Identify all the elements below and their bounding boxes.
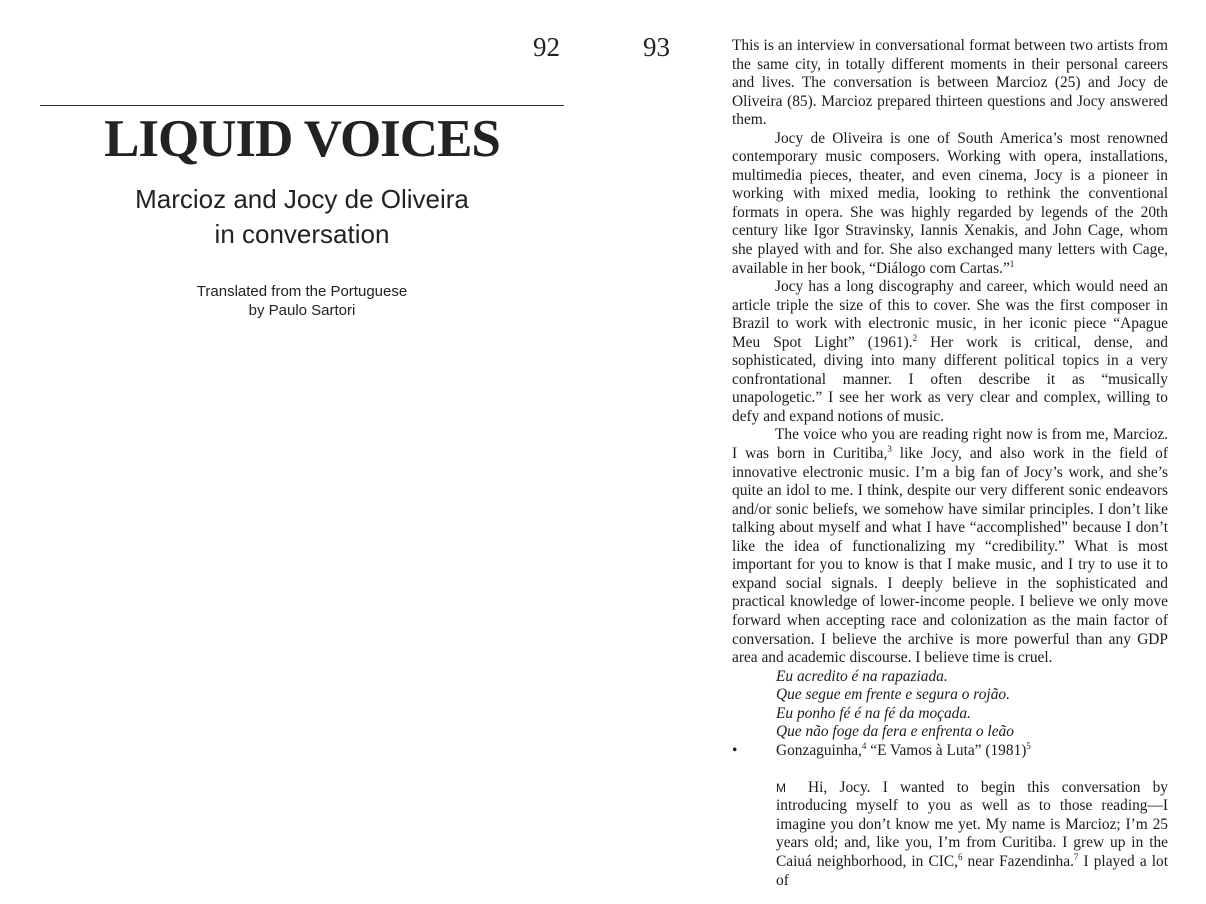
- footnote-ref: 5: [1026, 740, 1031, 751]
- paragraph-text: This is an interview in conversational format between two artists from the same city, in totally different moments in their personal careers and lives. The conversation is between Marcioz (25) and Jocy de Oliveira (85). Marcioz prepared thirteen questions and Jocy answered them.: [732, 37, 1168, 129]
- poem-quote: [776, 668, 1168, 742]
- interview-text: Hi, Jocy. I wanted to begin this conversation by introducing myself to you as well as to those reading—I imagine you don’t know me yet. My name is Marcioz; I’m 25 years old; and, like you, I’m from Curitiba. I grew up in the Caiuá neighborhood, in CIC,: [776, 778, 1168, 871]
- footnote-ref: 6: [957, 851, 963, 862]
- paragraph-intro: [732, 37, 1168, 130]
- interview-question: [776, 779, 1168, 890]
- page-title: LIQUID VOICES: [104, 110, 500, 168]
- subtitle: [40, 182, 564, 252]
- right-page: [600, 0, 1206, 904]
- translator-credit: [40, 283, 564, 320]
- attribution-work: “E Vamos à Luta” (1981): [866, 741, 1027, 759]
- article-body: [732, 37, 1168, 890]
- quote-attribution: [732, 740, 1168, 761]
- subtitle-line: Marcioz and Jocy de Oliveira: [135, 184, 469, 214]
- footnote-ref: 1: [1009, 258, 1015, 269]
- paragraph-text: The voice who you are reading right now is from me, Marcioz. I was born in Curitiba,: [732, 426, 1168, 463]
- footnote-ref: 3: [887, 443, 892, 454]
- footnote-ref: 7: [1073, 851, 1079, 862]
- bullet-icon: •: [732, 741, 738, 759]
- poem-line: Eu ponho fé é na fé da moçada.: [776, 704, 971, 722]
- left-page: [0, 0, 600, 904]
- page-number: 93: [643, 32, 670, 62]
- paragraph-text: Jocy has a long discography and career, which would need an article triple the size of this to cover. She was the first composer in Brazil to work with electronic music, in her iconic piece “Apague Meu Spot Light” (1961).: [732, 278, 1168, 351]
- interview-text: near Fazendinha.: [962, 853, 1074, 871]
- paragraph-text: like Jocy, and also work in the field of innovative electronic music. I’m a big fan of Jocy’s work, and she’s quite an idol to me. I think, despite our very different sonic endeavors and/or sonic beliefs, we somehow have similar principles. I don’t like talking about myself and what I have “accomplished” because I don’t like the idea of functionalizing my “credibility.” What is most important for you to know is that I make music, and I try to use it to expand social signals. I deeply believe in the sophisticated and practical knowledge of lower-income people. I believe we only move forward when accepting race and colonization as the main factor of conversation. I believe the archive is more powerful than any GDP area and academic discourse. I believe time is cruel.: [732, 445, 1168, 667]
- paragraph-discography: [732, 278, 1168, 426]
- speaker-label: M: [776, 780, 786, 795]
- title-divider: [40, 105, 564, 106]
- poem-line: Que não foge da fera e enfrenta o leão: [776, 723, 1014, 741]
- footnote-ref: 4: [861, 740, 867, 751]
- poem-line: Eu acredito é na rapaziada.: [776, 667, 948, 685]
- interview-text: I played a lot of: [776, 853, 1168, 889]
- translator-line: Translated from the Portuguese: [196, 283, 408, 300]
- attribution-author: Gonzaguinha,: [776, 741, 862, 759]
- subtitle-line: in conversation: [214, 219, 390, 249]
- paragraph-text: Her work is critical, dense, and sophisticated, diving into many different political topics in a very confrontational manner. I often describe it as “musically unapologetic.” I see her work as very clear and complex, willing to defy and expand notions of music.: [732, 333, 1168, 425]
- paragraph-marcioz: [732, 426, 1168, 667]
- footnote-ref: 2: [912, 332, 918, 343]
- translator-line: by Paulo Sartori: [248, 301, 356, 319]
- paragraph-jocy-bio: [732, 130, 1168, 278]
- page-number: 92: [533, 32, 560, 62]
- poem-line: Que segue em frente e segura o rojão.: [776, 686, 1010, 704]
- paragraph-text: Jocy de Oliveira is one of South America’s most renowned contemporary music composers. Working with opera, installations, multimedia pieces, theater, and even cinema, Jocy is a pioneer in working with mixed media, looking to rethink the conventional formats in opera. She was highly regarded by legends of the 20th century like Igor Stravinsky, Iannis Xenakis, and John Cage, whom she played with and for. She also exchanged many letters with Cage, available in her book, “Diálogo com Cartas.”: [732, 129, 1168, 277]
